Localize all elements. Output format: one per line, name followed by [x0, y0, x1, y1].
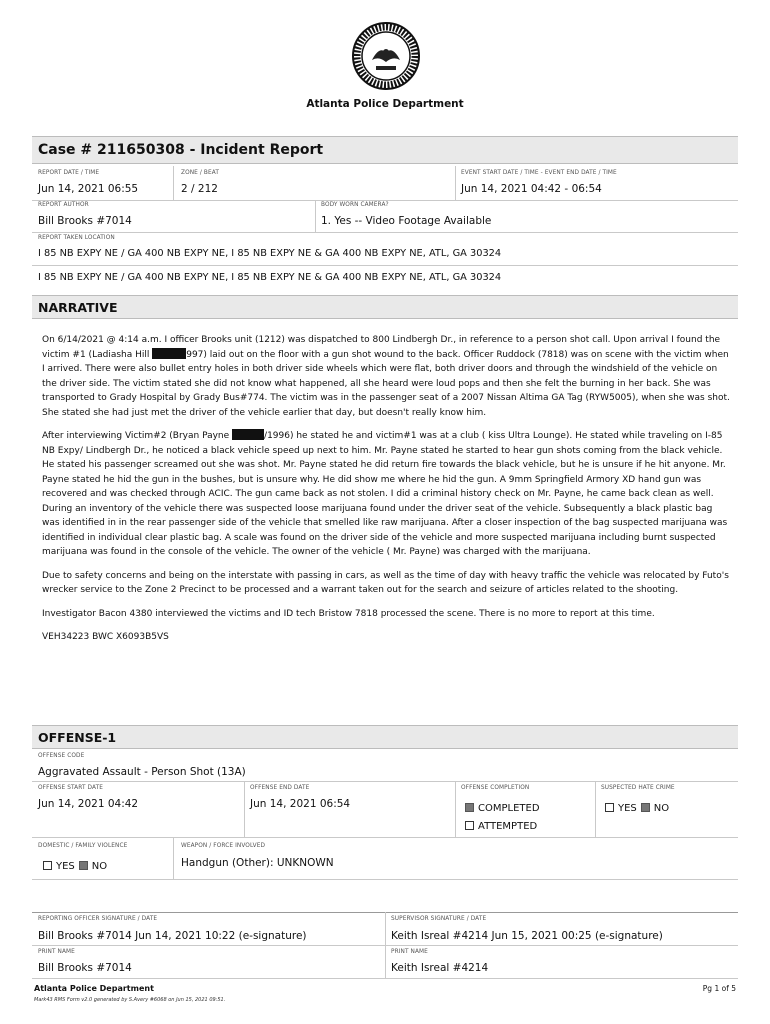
checkbox-checked-icon	[465, 803, 474, 812]
offense-heading: OFFENSE-1	[32, 725, 738, 749]
completed-option[interactable]: COMPLETED	[465, 803, 540, 814]
divider	[173, 166, 174, 200]
redaction-bar	[152, 348, 186, 359]
divider	[32, 232, 738, 233]
offense-completion-label: OFFENSE COMPLETION	[461, 785, 530, 791]
zone-label: ZONE / BEAT	[181, 170, 219, 176]
divider	[32, 837, 738, 838]
supervisor-signature-label: SUPERVISOR SIGNATURE / DATE	[391, 916, 487, 922]
narrative-paragraph: On 6/14/2021 @ 4:14 a.m. I officer Brooks unit (1212) was dispatched to 800 Lindbergh Dr., in reference to a person shot call. Upon arrival I found the victim #1 (Ladiasha Hill 997) laid out on the floor with a gun shot wound to the back. Officer Ruddock (7818) was on scene with the victim when I arrived. There were also bullet entry holes in both driver side wheels which were flat, both driver doors and through the windshield of the vehicle on the driver side. The victim stated she did not know what happened, all she heard were loud pops and then she felt the burning in her back. She was transported to Grady Hospital by Grady Bus#774. The victim was in the passenger seat of a 2007 Nissan Altima GA Tag (RYW5005), when she was shot. She stated she had just met the driver of the vehicle earlier that day, but doesn't really know him.	[42, 335, 730, 418]
offense-start-label: OFFENSE START DATE	[38, 785, 104, 791]
checkbox-icon	[605, 803, 614, 812]
footer-title: Atlanta Police Department	[34, 984, 154, 993]
camera-label: BODY WORN CAMERA?	[321, 202, 389, 208]
divider	[244, 781, 245, 837]
redaction-bar	[232, 429, 264, 440]
officer-signature-label: REPORTING OFFICER SIGNATURE / DATE	[38, 916, 158, 922]
case-title: Case # 211650308 - Incident Report	[32, 136, 738, 164]
weapon-label: WEAPON / FORCE INVOLVED	[181, 843, 266, 849]
weapon-value: Handgun (Other): UNKNOWN	[181, 857, 334, 869]
divider	[32, 978, 738, 979]
report-date-value: Jun 14, 2021 06:55	[38, 183, 139, 195]
narrative-heading: NARRATIVE	[32, 295, 738, 319]
divider	[455, 166, 456, 200]
report-date-label: REPORT DATE / TIME	[38, 170, 100, 176]
divider	[455, 781, 456, 837]
divider	[315, 200, 316, 232]
offense-code-value: Aggravated Assault - Person Shot (13A)	[38, 766, 246, 778]
page-number: Pg 1 of 5	[702, 984, 736, 993]
location-value: I 85 NB EXPY NE / GA 400 NB EXPY NE, I 85 NB EXPY NE & GA 400 NB EXPY NE, ATL, GA 30324	[38, 248, 502, 259]
divider	[595, 781, 596, 837]
narrative-paragraph: Due to safety concerns and being on the interstate with passing in cars, as well as the time of day with heavy traffic the vehicle was relocated by Futo's wrecker service to the Zone 2 Precinct to be processed and a warrant taken out for the search and seizure of articles related to the shooting.	[42, 570, 729, 595]
divider	[32, 945, 738, 946]
officer-print-value: Bill Brooks #7014	[38, 962, 132, 974]
narrative-paragraph: Investigator Bacon 4380 interviewed the victims and ID tech Bristow 7818 processed the scene. There is no more to report at this time.	[42, 608, 655, 619]
author-label: REPORT AUTHOR	[38, 202, 89, 208]
checkbox-checked-icon	[641, 803, 650, 812]
city-of-atlanta-police-seal-icon	[352, 22, 420, 90]
author-value: Bill Brooks #7014	[38, 215, 132, 227]
narrative-paragraph: After interviewing Victim#2 (Bryan Payne /1996) he stated he and victim#1 was at a club ( kiss Ultra Lounge). He stated while traveling on I-85 NB Expy/ Lindbergh Dr., he noticed a black vehicle speed up next to him. Mr. Payne stated he started to hear gun shots coming from the black vehicle. He stated his passenger screamed out she was shot. Mr. Payne stated he did return fire towards the black vehicle, but he is unsure if he hit anyone. Mr. Payne stated he hid the gun in the bushes, but is unsure why. He did show me where he hid the gun. A 9mm Springfield Armory XD hand gun was recovered and was checked through ACIC. The gun came back as not stolen. I did a criminal history check on Mr. Payne, he came back clean as well. During an inventory of the vehicle there was suspected loose marijuana found under the driver seat of the vehicle. Subsequently a black plastic bag was identified in in the rear passenger side of the vehicle that smelled like raw marijuana. After a closer inspection of the bag suspected marijuana was identified in individual clear plastic bag. A scale was found on the driver side of the vehicle and more suspected marijuana including burnt suspected marijuana was found in the console of the vehicle. The owner of the vehicle ( Mr. Payne) was charged with the marijuana.	[42, 431, 728, 557]
supervisor-print-label: PRINT NAME	[391, 949, 428, 955]
camera-value: 1. Yes -- Video Footage Available	[321, 215, 492, 227]
divider	[173, 837, 174, 879]
hate-crime-label: SUSPECTED HATE CRIME	[601, 785, 675, 791]
attempted-option[interactable]: ATTEMPTED	[465, 821, 537, 832]
event-label: EVENT START DATE / TIME - EVENT END DATE / TIME	[461, 170, 617, 176]
checkbox-icon	[465, 821, 474, 830]
hate-crime-options[interactable]: YES NO	[605, 803, 669, 814]
divider	[32, 781, 738, 782]
narrative-paragraph: VEH34223 BWC X6093B5VS	[42, 632, 169, 642]
officer-signature-value: Bill Brooks #7014 Jun 14, 2021 10:22 (e-signature)	[38, 930, 307, 942]
officer-print-label: PRINT NAME	[38, 949, 75, 955]
offense-end-value: Jun 14, 2021 06:54	[250, 798, 351, 810]
offense-code-label: OFFENSE CODE	[38, 753, 85, 759]
narrative-text	[42, 333, 730, 654]
location-value-2: I 85 NB EXPY NE / GA 400 NB EXPY NE, I 85 NB EXPY NE & GA 400 NB EXPY NE, ATL, GA 30324	[38, 272, 502, 283]
divider	[32, 200, 738, 201]
supervisor-print-value: Keith Isreal #4214	[391, 962, 489, 974]
footer-subtitle: Mark43 RMS Form v2.0 generated by S.Avery #6068 on Jun 15, 2021 09:51.	[34, 997, 226, 1003]
offense-start-value: Jun 14, 2021 04:42	[38, 798, 139, 810]
divider	[32, 879, 738, 880]
checkbox-icon	[43, 861, 52, 870]
department-title: Atlanta Police Department	[306, 98, 464, 110]
event-value: Jun 14, 2021 04:42 - 06:54	[461, 183, 602, 195]
domestic-violence-options[interactable]: YES NO	[43, 861, 107, 872]
zone-value: 2 / 212	[181, 183, 218, 195]
offense-end-label: OFFENSE END DATE	[250, 785, 310, 791]
checkbox-checked-icon	[79, 861, 88, 870]
divider	[32, 265, 738, 266]
domestic-violence-label: DOMESTIC / FAMILY VIOLENCE	[38, 843, 128, 849]
supervisor-signature-value: Keith Isreal #4214 Jun 15, 2021 00:25 (e-signature)	[391, 930, 663, 942]
location-label: REPORT TAKEN LOCATION	[38, 235, 115, 241]
